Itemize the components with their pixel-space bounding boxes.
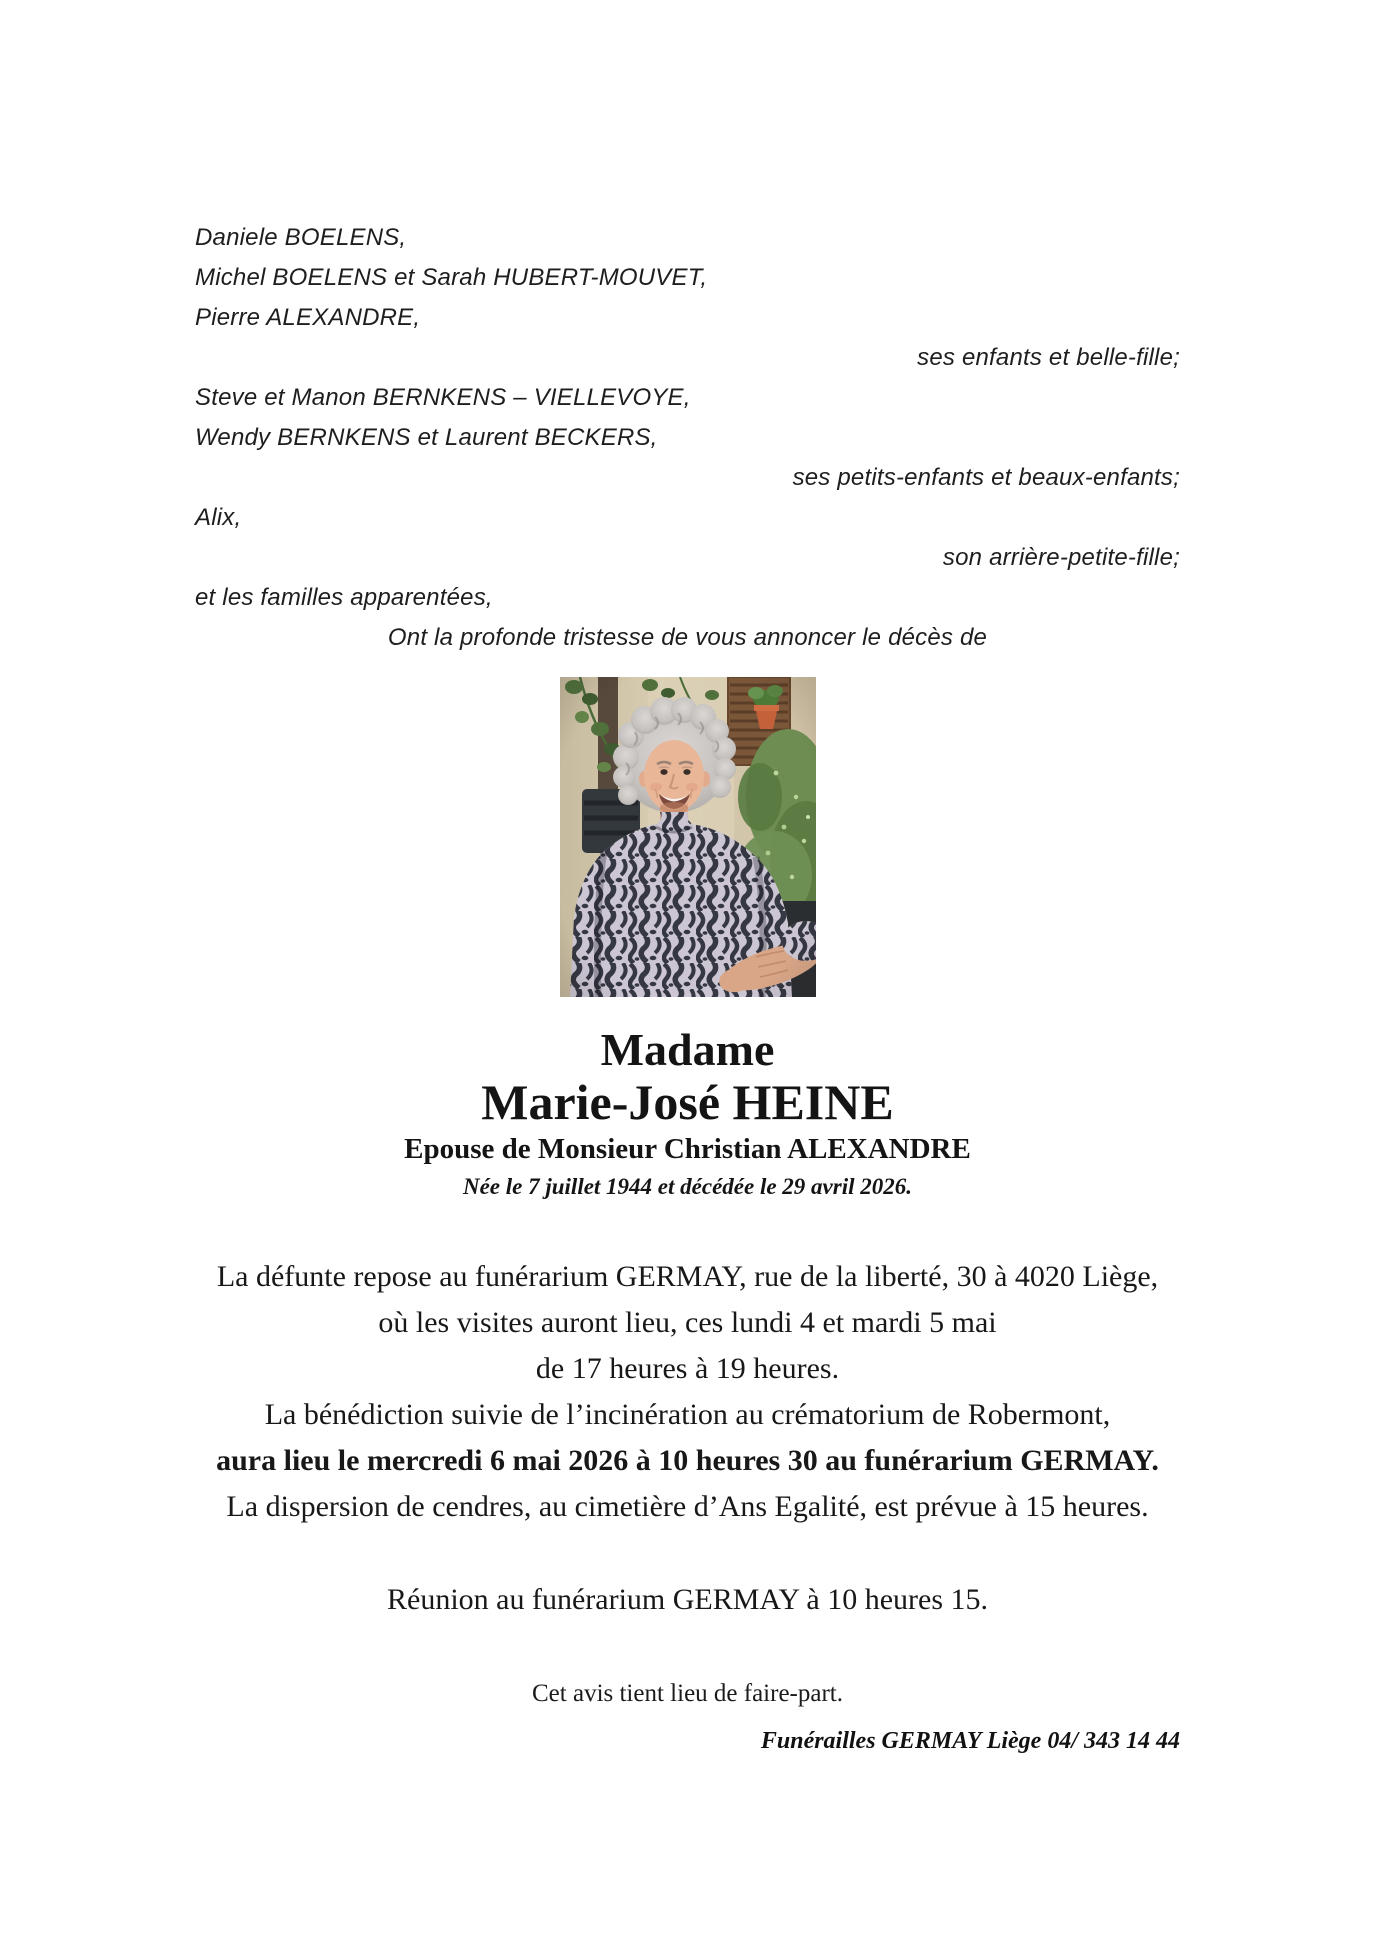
family-line-grandchild-2: Wendy BERNKENS et Laurent BECKERS, bbox=[195, 424, 658, 451]
photo-vignette bbox=[560, 677, 816, 997]
family-line-child-3: Pierre ALEXANDRE, bbox=[195, 304, 421, 331]
relation-label-children: ses enfants et belle-fille; bbox=[917, 344, 1180, 371]
detail-line-benediction: La bénédiction suivie de l’incinération au crématorium de Robermont, bbox=[264, 1398, 1111, 1431]
deceased-title: Madame bbox=[600, 1024, 775, 1075]
detail-line-ceremony-date: aura lieu le mercredi 6 mai 2026 à 10 heures 30 au funérarium GERMAY. bbox=[216, 1444, 1159, 1477]
detail-line-visits: où les visites auront lieu, ces lundi 4 et mardi 5 mai bbox=[378, 1306, 997, 1339]
portrait-photo bbox=[560, 677, 816, 997]
detail-line-repose: La défunte repose au funérarium GERMAY, rue de la liberté, 30 à 4020 Liège, bbox=[216, 1260, 1159, 1293]
detail-line-visit-hours: de 17 heures à 19 heures. bbox=[535, 1352, 840, 1385]
spouse-line: Epouse de Monsieur Christian ALEXANDRE bbox=[404, 1133, 971, 1165]
detail-line-dispersion: La dispersion de cendres, au cimetière d’Ans Egalité, est prévue à 15 heures. bbox=[226, 1490, 1149, 1523]
notice-line: Cet avis tient lieu de faire-part. bbox=[532, 1680, 843, 1707]
relation-label-great-grandchild: son arrière-petite-fille; bbox=[942, 544, 1180, 571]
funeral-home-contact: Funérailles GERMAY Liège 04/ 343 14 44 bbox=[760, 1728, 1180, 1754]
related-families-line: et les familles apparentées, bbox=[195, 584, 493, 611]
family-line-great-grandchild: Alix, bbox=[195, 504, 242, 531]
card-content bbox=[165, 188, 1213, 1762]
reunion-line: Réunion au funérarium GERMAY à 10 heures 15. bbox=[387, 1583, 988, 1616]
announcement-line: Ont la profonde tristesse de vous annoncer le décès de bbox=[387, 624, 988, 651]
family-line-grandchild-1: Steve et Manon BERNKENS – VIELLEVOYE, bbox=[195, 384, 691, 411]
ceremony-details bbox=[195, 1254, 1180, 1530]
memorial-card bbox=[165, 188, 1213, 1762]
relation-label-grandchildren: ses petits-enfants et beaux-enfants; bbox=[792, 464, 1180, 491]
family-line-child-2: Michel BOELENS et Sarah HUBERT-MOUVET, bbox=[195, 264, 708, 291]
family-line-child-1: Daniele BOELENS, bbox=[195, 224, 407, 251]
birth-death-line: Née le 7 juillet 1944 et décédée le 29 avril 2026. bbox=[462, 1174, 912, 1199]
deceased-name: Marie-José HEINE bbox=[481, 1074, 894, 1130]
